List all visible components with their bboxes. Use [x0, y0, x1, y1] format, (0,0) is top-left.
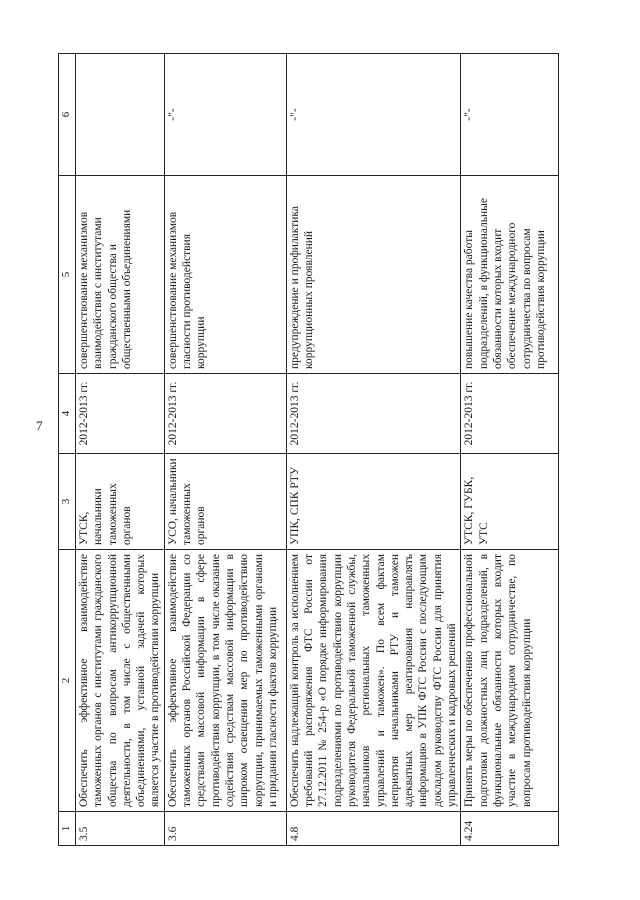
- term-cell: 2012-2013 гг.: [164, 374, 286, 454]
- header-cell: 6: [59, 54, 76, 176]
- term-cell: 2012-2013 гг.: [76, 374, 165, 454]
- table-header-row: [59, 54, 76, 846]
- table-row: [164, 54, 286, 846]
- measure-cell: Принять меры по обеспечению профессиональной подготовки должностных лиц подразделений, в функциональные обязанности которых входит участие в международном сотрудничестве, по вопросам противодействия коррупции: [461, 550, 559, 812]
- measure-cell: Обеспечить эффективное взаимодействие таможенных органов Российской Федерации со средствами массовой информации в сфере противодействия коррупции, в том числе оказание содействия средствам массовой информации в широком освещении мер по противодействию коррупции, принимаемых таможенными органами и придании гласности фактов коррупции: [164, 550, 286, 812]
- row-number: 4.24: [461, 812, 559, 846]
- note-cell: -"-: [461, 54, 559, 176]
- header-cell: 4: [59, 374, 76, 454]
- row-number: 3.6: [164, 812, 286, 846]
- header-cell: 1: [59, 812, 76, 846]
- result-cell: предупреждение и профилактика коррупционных проявлений: [286, 176, 461, 374]
- note-cell: [76, 54, 165, 176]
- measure-cell: Обеспечить эффективное взаимодействие таможенных органов с институтами гражданского общества по вопросам антикоррупционной деятельности, в том числе с общественными объединениями, уставной задачей которых является участие в противодействии коррупции: [76, 550, 165, 812]
- table-row: [461, 54, 559, 846]
- term-cell: 2012-2013 гг.: [286, 374, 461, 454]
- table-row: [286, 54, 461, 846]
- term-cell: 2012-2013 гг.: [461, 374, 559, 454]
- executor-cell: УТСК, ГУБК, УТС: [461, 454, 559, 550]
- rotated-page-content: [58, 54, 584, 846]
- measures-table: [58, 53, 559, 846]
- result-cell: совершенствование механизмов гласности противодействия коррупции: [164, 176, 286, 374]
- result-cell: совершенствование механизмов взаимодействия с институтами гражданского общества и общественными объединениями: [76, 176, 165, 374]
- executor-cell: УТСК, начальники таможенных органов: [76, 454, 165, 550]
- executor-cell: УСО, начальники таможенных органов: [164, 454, 286, 550]
- page-number: 7: [36, 418, 43, 433]
- header-cell: 2: [59, 550, 76, 812]
- note-cell: -"-: [286, 54, 461, 176]
- note-cell: -"-: [164, 54, 286, 176]
- result-cell: повышение качества работы подразделений, в функциональные обязанности которых входит обеспечение международного сотрудничества по вопросам противодействия коррупции: [461, 176, 559, 374]
- executor-cell: УПК, СПК РТУ: [286, 454, 461, 550]
- table-row: [76, 54, 165, 846]
- header-cell: 5: [59, 176, 76, 374]
- measure-cell: Обеспечить надлежащий контроль за исполнением требований распоряжения ФТС России от 27.12.2011 № 254-р «О порядке информирования подразделениями по противодействию коррупции руководителя Федеральной таможенной службы, начальников региональных таможенных управлений и таможен». По всем фактам неприятия начальниками РТУ и таможен адекватных мер реагирования направлять информацию в УПК ФТС России с последующим докладом руководству ФТС России для принятия управленческих и кадровых решений: [286, 550, 461, 812]
- row-number: 3.5: [76, 812, 165, 846]
- header-cell: 3: [59, 454, 76, 550]
- row-number: 4.8: [286, 812, 461, 846]
